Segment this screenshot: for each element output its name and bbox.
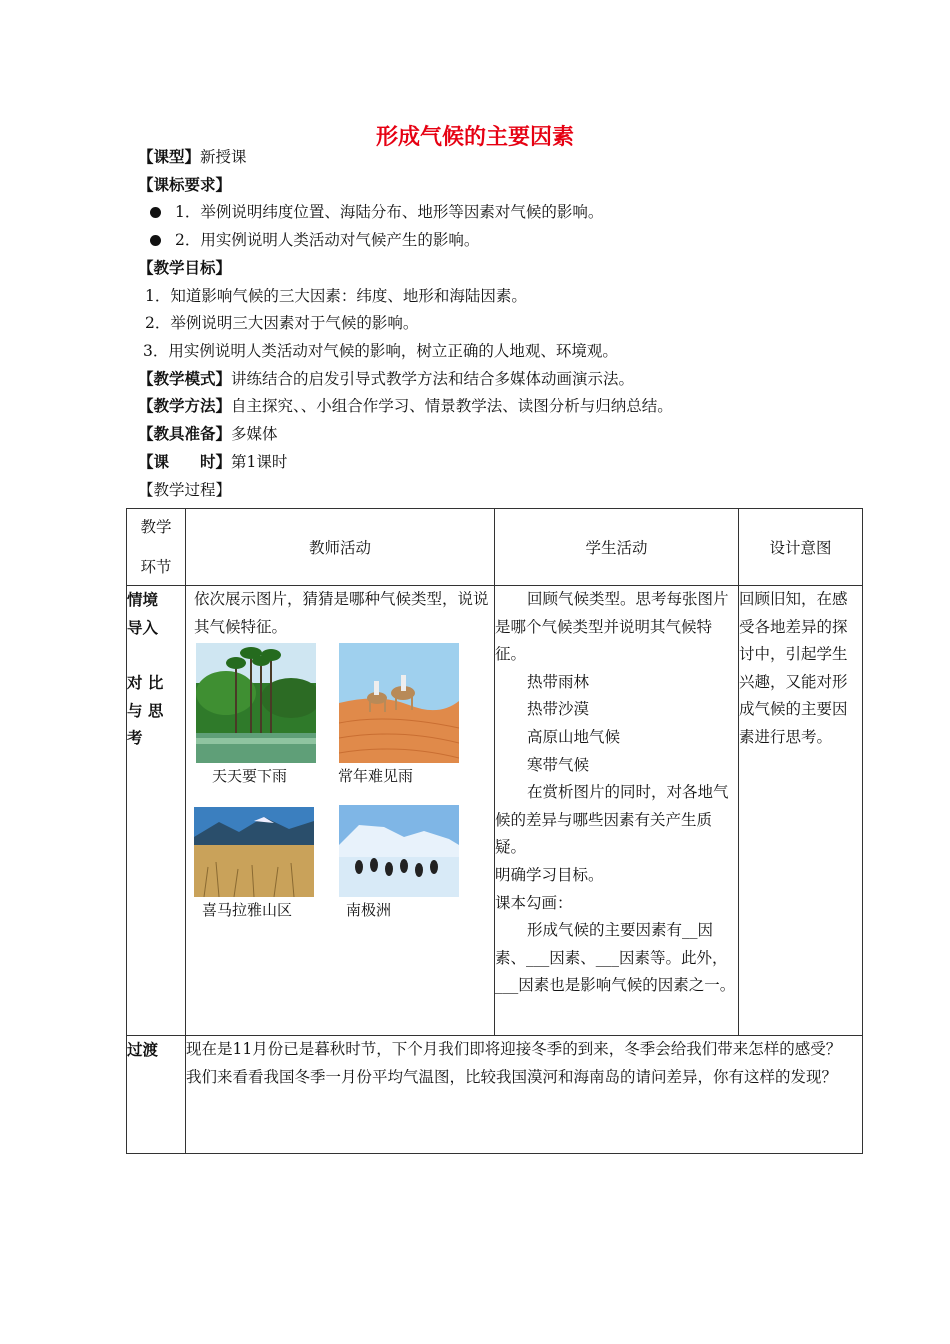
stage-cell [127,586,186,1036]
header-student: 学生活动 [495,509,739,586]
student-activity-cell [495,586,739,1036]
caption-desert: 常年难见雨 [338,767,414,786]
tools-line: 【教具准备】多媒体 [138,424,278,443]
lesson-process-table [126,508,863,1154]
antarctica-image [339,805,459,897]
page-title: 形成气候的主要因素 [375,124,574,150]
lesson-type-value: 新授课 [200,148,247,166]
header-stage: 教学 环节 [127,509,186,586]
rainforest-image [196,643,316,763]
student-line: 热带沙漠 [527,700,590,719]
student-line: 在赏析图片的同时，对各地气候的差异与哪些因素有关产生质疑。 [495,783,729,857]
header-design: 设计意图 [739,509,863,586]
process-label: 【教学过程】 [138,481,232,499]
stage-intro: 情境导入 [127,590,159,637]
standards-label: 【课标要求】 [138,175,232,194]
caption-antarctica: 南极洲 [346,901,392,920]
table-header-row [127,509,863,586]
stage-transition: 过渡 [127,1036,186,1154]
student-line: 热带雨林 [527,672,590,691]
climate-pictures [194,641,494,941]
objective-item: 2．举例说明三大因素对于气候的影响。 [145,314,419,332]
header-teacher: 教师活动 [186,509,495,586]
student-line: 形成气候的主要因素有__因素、___因素、___因素等。此外，___因素也是影响气候的因素之一。 [495,921,736,995]
desert-image [339,643,459,763]
bullet-icon [150,207,161,218]
lesson-type-line [138,147,247,167]
caption-rainforest: 天天要下雨 [212,767,288,786]
mode-line: 【教学模式】讲练结合的启发引导式教学方法和结合多媒体动画演示法。 [138,369,635,388]
objective-item: 1．知道影响气候的三大因素：纬度、地形和海陆因素。 [145,287,527,305]
period-line: 【课 时】第1课时 [138,452,288,471]
objectives-label: 【教学目标】 [138,258,232,277]
transition-text: 现在是11月份已是暮秋时节，下个月我们即将迎接冬季的到来，冬季会给我们带来怎样的感受？ [186,1040,842,1058]
student-line: 回顾气候类型。思考每张图片是哪个气候类型并说明其气候特征。 [495,590,729,664]
student-line: 明确学习目标。 [495,865,604,884]
student-line: 高原山地气候 [527,727,621,746]
student-line: 寒带气候 [527,755,590,774]
teacher-activity-text: 依次展示图片，猜猜是哪种气候类型，说说其气候特征。 [194,590,489,636]
lesson-type-label: 【课型】 [138,147,201,166]
stage-compare: 对 比 与 思 考 [127,673,164,748]
objective-item: 3．用实例说明人类活动对气候的影响，树立正确的人地观、环境观。 [143,342,618,360]
mountain-image [194,807,314,897]
method-line: 【教学方法】自主探究、、小组合作学习、情景教学法、读图分析与归纳总结。 [138,396,673,415]
table-row [127,586,863,1036]
transition-text: 我们来看看我国冬季一月份平均气温图，比较我国漠河和海南岛的请问差异，你有这样的发现？ [186,1067,838,1086]
caption-himalaya: 喜马拉雅山区 [202,901,293,920]
bullet-icon [150,235,161,246]
table-row [127,1036,863,1154]
student-line: 课本勾画： [495,893,573,912]
design-intent-cell: 回顾旧知，在感受各地差异的探讨中，引起学生兴趣，又能对形成气候的主要因素进行思考。 [739,586,863,1036]
transition-cell [186,1036,863,1154]
standards-item: 2．用实例说明人类活动对气候产生的影响。 [142,230,479,250]
teacher-activity-cell [186,586,495,1036]
standards-item: 1．举例说明纬度位置、海陆分布、地形等因素对气候的影响。 [142,202,603,222]
